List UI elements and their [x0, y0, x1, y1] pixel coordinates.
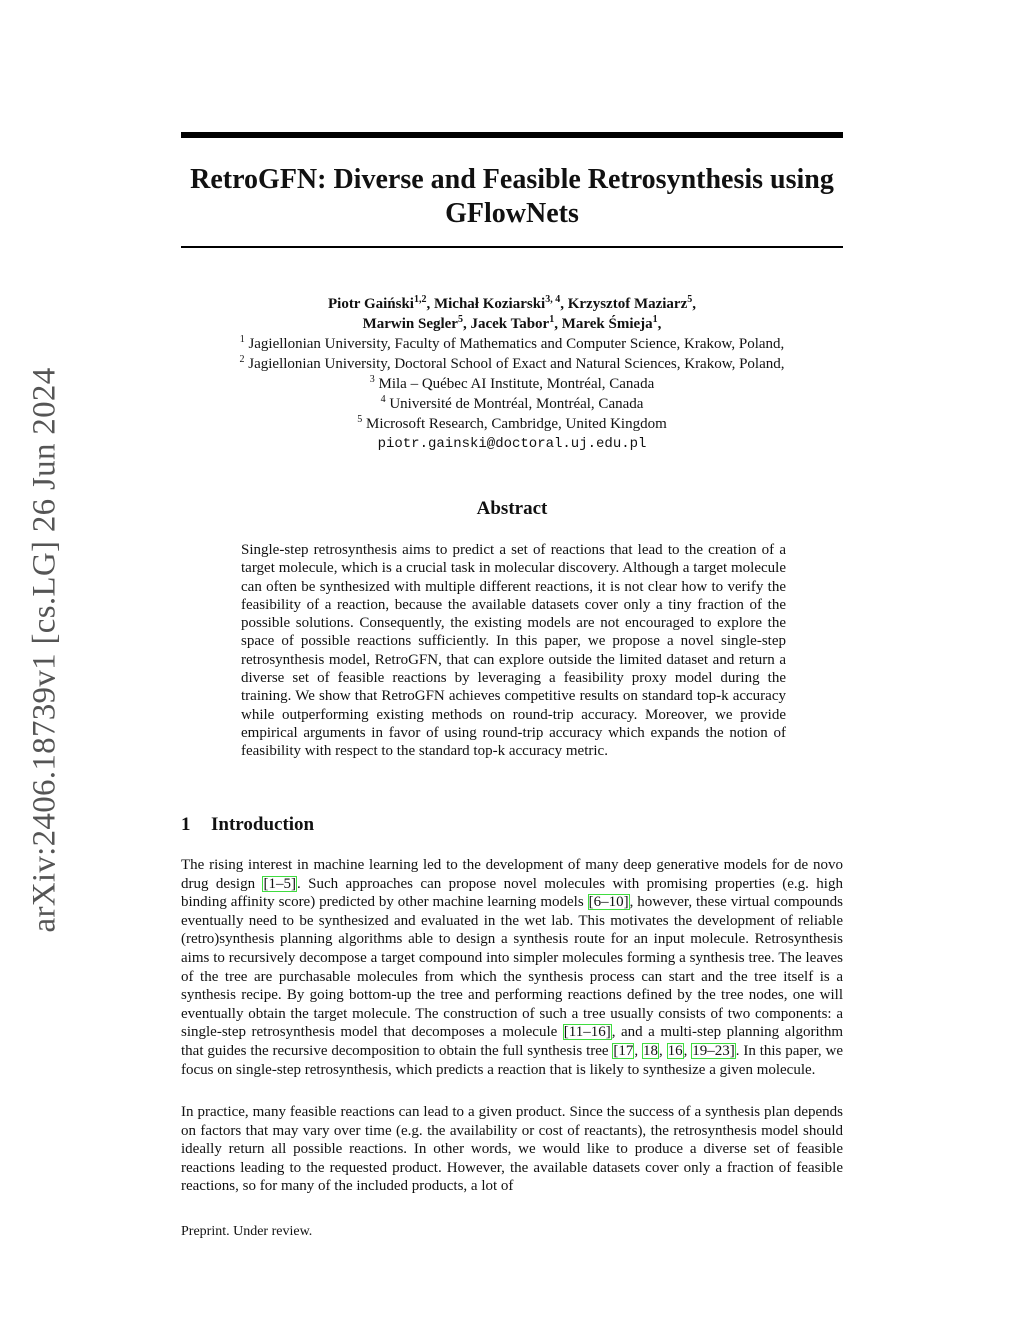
- citation-link[interactable]: [6–10]: [588, 894, 629, 911]
- author-name: Marwin Segler: [362, 316, 458, 332]
- author-name: Michał Koziarski: [433, 296, 546, 312]
- affiliation-1: $^1$ Jagiellonian University, Faculty of Mathematics and Computer Science, Krakow, Poland,: [239, 334, 785, 352]
- citation-link[interactable]: [1–5]: [263, 875, 296, 892]
- affiliation-5: $^5$ Microsoft Research, Cambridge, United Kingdom: [357, 414, 667, 432]
- author-affil-sup: 1,2: [413, 294, 427, 305]
- citation-link[interactable]: 16: [667, 1042, 683, 1059]
- contact-email[interactable]: piotr.gainski@doctoral.uj.edu.pl: [377, 436, 647, 452]
- arxiv-identifier: arXiv:2406.18739v1 [cs.LG] 26 Jun 2024: [26, 367, 63, 933]
- section-heading-introduction: [181, 814, 314, 836]
- author-name: Piotr Gaiński: [327, 296, 414, 312]
- intro-paragraph-1: The rising interest in machine learning led to the development of many deep generative models for de novo drug design [1–5]. Such approaches can propose novel molecules with promising properties (e.g. high binding affinity score) predicted by other machine learning models [6–10], however, these virtual compounds eventually need to be synthesized and evaluated in the wet lab. This motivates the development of reliable (retro)synthesis planning algorithms able to design a synthesis route for an input molecule. Retrosynthesis aims to recursively decompose a target compound into simpler molecules forming a synthesis tree. The leaves of the tree are purchasable molecules from which the synthesis process can start and the tree itself is a synthesis recipe. By going bottom-up the tree and performing reactions defined by the tree nodes, one will eventually obtain the target molecule. The construction of such a tree usually consists of two components: a single-step retrosynthesis model that decomposes a molecule [11–16], and a multi-step planning algorithm that guides the recursive decomposition to obtain the full synthesis tree [17, 18, 16, 19–23]. In this paper, we focus on single-step retrosynthesis, which predicts a reaction that is likely to synthesize a given molecule.: [181, 857, 844, 1078]
- author-line-1: Piotr Gaiński$^{1,2}$, Michał Koziarski$^{3, 4}$, Krzysztof Maziarz$^5$,: [327, 294, 697, 312]
- citation-link[interactable]: 19–23]: [692, 1042, 735, 1059]
- paper-title: [181, 163, 843, 231]
- author-affil-sup: 1: [652, 314, 658, 325]
- author-block: [181, 294, 843, 454]
- citation-link[interactable]: [17: [613, 1042, 634, 1059]
- author-affil-sup: 5: [457, 314, 463, 325]
- author-name: Marek Śmieja: [561, 316, 653, 332]
- author-affil-sup: 1: [549, 314, 555, 325]
- section-title: Introduction: [211, 814, 315, 835]
- author-affil-sup: 5: [687, 294, 693, 305]
- citation-link[interactable]: 18: [643, 1042, 659, 1059]
- title-rule-top: [181, 132, 843, 138]
- title-rule-bottom: [181, 246, 843, 248]
- abstract-heading: Abstract: [476, 498, 548, 519]
- arxiv-sidebar-stamp: [23, 360, 67, 940]
- intro-paragraph-2: In practice, many feasible reactions can lead to a given product. Since the success of a synthesis plan depends on factors that may vary over time (e.g. the availability or cost of reactants), the retrosynthesis model should ideally return all possible reactions. In other words, we would like to produce a diverse set of feasible reactions leading to the requested product. However, the available datasets cover only a fraction of feasible reactions, so for many of the included products, a lot of: [181, 1104, 843, 1195]
- affiliation-2: $^2$ Jagiellonian University, Doctoral School of Exact and Natural Sciences, Krakow, Poland,: [239, 354, 785, 372]
- abstract-text: Single-step retrosynthesis aims to predict a set of reactions that lead to the creation of a target molecule, which is a crucial task in molecular discovery. Although a target molecule can often be synthesized with multiple different reactions, it is not clear how to verify the feasibility of a reaction, because the available datasets cover only a tiny fraction of the possible solutions. Consequently, the existing models are not encouraged to explore the space of possible reactions sufficiently. In this paper, we propose a novel single-step retrosynthesis model, RetroGFN, that can explore outside the limited dataset and return a diverse set of feasible reactions by leveraging a feasibility proxy model during the training. We show that RetroGFN achieves competitive results on standard top-k accuracy while outperforming existing methods on round-trip accuracy. Moreover, we provide empirical arguments in favor of using round-trip accuracy which expands the notion of feasibility with respect to the standard top-k accuracy metric.: [241, 542, 786, 760]
- affiliation-4: $^4$ Université de Montréal, Montréal, Canada: [380, 394, 644, 412]
- author-affil-sup: 3, 4: [545, 294, 561, 305]
- author-name: Jacek Tabor: [470, 316, 550, 332]
- author-name: Krzysztof Maziarz: [567, 296, 688, 312]
- citation-link[interactable]: [11–16]: [563, 1024, 611, 1041]
- title-line-1: RetroGFN: Diverse and Feasible Retrosynthesis using: [190, 164, 834, 195]
- section-number: 1: [181, 814, 191, 835]
- author-line-2: Marwin Segler$^5$, Jacek Tabor$^1$, Marek Śmieja$^1$,: [362, 314, 662, 332]
- page-footer: Preprint. Under review.: [181, 1224, 313, 1239]
- affiliation-3: $^3$ Mila – Québec AI Institute, Montréal, Canada: [369, 374, 655, 392]
- title-line-2: GFlowNets: [445, 198, 579, 229]
